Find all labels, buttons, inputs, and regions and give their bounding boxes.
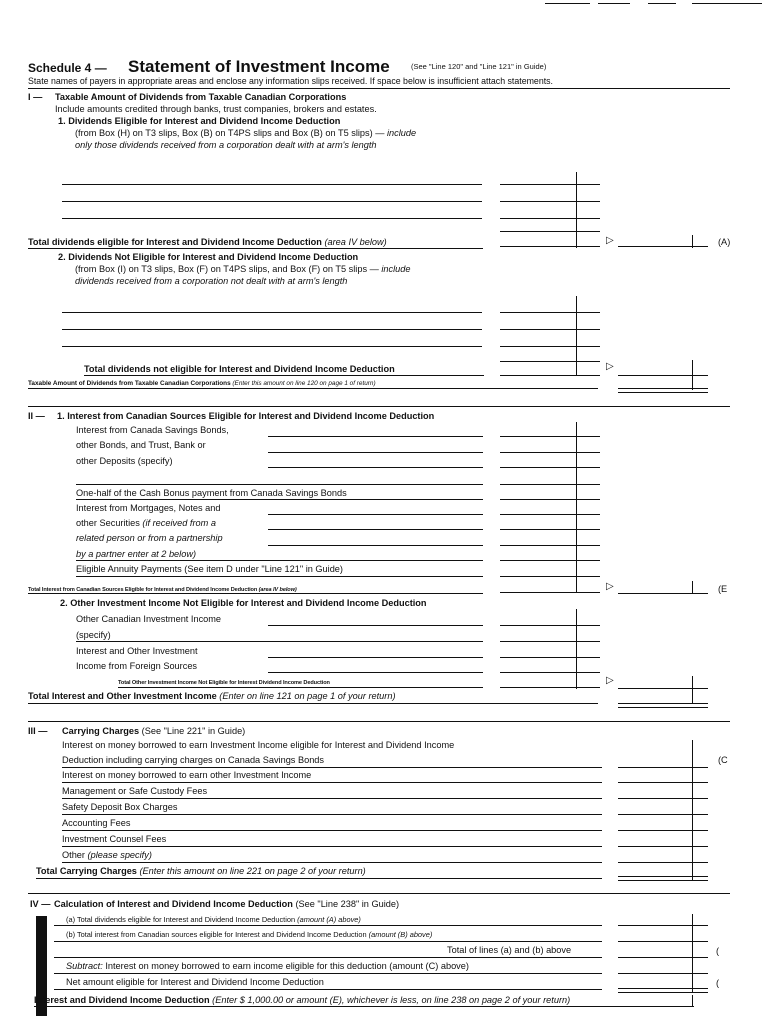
counsel-fees-label: Investment Counsel Fees bbox=[62, 834, 167, 844]
row-rule bbox=[62, 830, 602, 831]
amount-line[interactable] bbox=[500, 184, 600, 196]
cents-divider bbox=[692, 740, 693, 880]
total-interest-amount[interactable] bbox=[500, 592, 600, 604]
part1-item1-heading: 1. Dividends Eligible for Interest and Dividend Income Deduction bbox=[58, 116, 341, 126]
mortgage-label-2: other Securities (if received from a bbox=[76, 518, 216, 528]
mortgage-underline bbox=[76, 560, 483, 561]
cents-divider bbox=[692, 995, 693, 1007]
mortgage-label-1: Interest from Mortgages, Notes and bbox=[76, 503, 221, 513]
amount-line[interactable] bbox=[500, 329, 600, 341]
total-interest-other-total[interactable] bbox=[618, 703, 708, 708]
other-interest-label: Interest on money borrowed to earn other Investment Income bbox=[62, 770, 312, 780]
part4-heading-row: Calculation of Interest and Dividend Income Deduction (See "Line 238" in Guide) bbox=[54, 899, 400, 909]
cents-divider bbox=[692, 581, 693, 594]
schedule-label: Schedule 4 — bbox=[28, 61, 107, 75]
carrying-amount-field[interactable] bbox=[618, 814, 708, 826]
part2-item2-heading: 2. Other Investment Income Not Eligible for Interest and Dividend Income Deduction bbox=[60, 598, 427, 608]
top-edge-mark bbox=[648, 3, 676, 4]
amount-line[interactable] bbox=[500, 346, 600, 358]
section-rule bbox=[28, 721, 730, 722]
cash-bonus-label: One-half of the Cash Bonus payment from Canada Savings Bonds bbox=[76, 488, 347, 498]
specify-line[interactable] bbox=[268, 545, 483, 557]
part3-heading-row: Carrying Charges (See "Line 221" in Guide) bbox=[62, 726, 246, 736]
amount-line[interactable] bbox=[500, 514, 600, 526]
part4-numeral: IV — bbox=[30, 899, 51, 909]
part3-numeral: III — bbox=[28, 726, 48, 736]
amount-line[interactable] bbox=[500, 641, 600, 653]
total-not-eligible-underline bbox=[84, 375, 484, 376]
specify-line[interactable] bbox=[268, 467, 483, 479]
line-a-amount[interactable] bbox=[618, 925, 708, 937]
specify-line[interactable] bbox=[268, 625, 483, 637]
arrow-icon: ▷ bbox=[606, 235, 614, 246]
management-fees-label: Management or Safe Custody Fees bbox=[62, 786, 208, 796]
row-rule bbox=[62, 862, 602, 863]
total-not-eligible-amount[interactable] bbox=[500, 375, 600, 387]
amount-line[interactable] bbox=[500, 625, 600, 637]
part1-item1-source: (from Box (H) on T3 slips, Box (B) on T4PS slips and Box (B) on T5 slips) — include bbox=[75, 128, 417, 138]
arrow-icon: ▷ bbox=[606, 581, 614, 592]
carrying-amount-field[interactable] bbox=[618, 782, 708, 794]
amount-line[interactable] bbox=[500, 467, 600, 479]
payer-name-line[interactable] bbox=[62, 218, 482, 230]
other-cdn-label-1: Other Canadian Investment Income bbox=[76, 614, 222, 624]
top-edge-mark bbox=[598, 3, 630, 4]
part1-item2-heading: 2. Dividends Not Eligible for Interest and Dividend Income Deduction bbox=[58, 252, 359, 262]
specify-line[interactable] bbox=[268, 436, 483, 448]
row-rule bbox=[54, 925, 602, 926]
line-b-label: (b) Total interest from Canadian sources eligible for Interest and Dividend Income Deduction (amount (B) above) bbox=[66, 930, 433, 939]
total-eligible-amount[interactable] bbox=[500, 246, 600, 258]
header-guide-ref: (See "Line 120" and "Line 121" in Guide) bbox=[411, 62, 547, 71]
carrying-amount-field[interactable] bbox=[618, 798, 708, 810]
carrying-eligible-label-1: Interest on money borrowed to earn Investment Income eligible for Interest and Dividend Income bbox=[62, 740, 455, 750]
paren-d: ( bbox=[716, 946, 720, 956]
total-other-amount[interactable] bbox=[500, 687, 600, 699]
total-eligible-dividends-label: Total dividends eligible for Interest and Dividend Income Deduction (area IV below) bbox=[28, 237, 387, 247]
amount-line[interactable] bbox=[500, 452, 600, 464]
cash-bonus-amount[interactable] bbox=[500, 499, 600, 511]
payer-name-line[interactable] bbox=[62, 184, 482, 196]
arrow-icon: ▷ bbox=[606, 361, 614, 372]
label-b: (E bbox=[718, 584, 728, 594]
row-rule bbox=[62, 814, 602, 815]
part2-numeral: II — bbox=[28, 411, 45, 421]
label-a: (A) bbox=[718, 237, 731, 247]
amount-line[interactable] bbox=[500, 484, 600, 496]
carrying-eligible-label-2: Deduction including carrying charges on Canada Savings Bonds bbox=[62, 755, 325, 765]
foreign-label-2: Income from Foreign Sources bbox=[76, 661, 198, 671]
payer-name-line[interactable] bbox=[62, 329, 482, 341]
row-rule bbox=[54, 973, 602, 974]
accounting-fees-label: Accounting Fees bbox=[62, 818, 131, 828]
total-other-field[interactable] bbox=[618, 688, 708, 700]
part1-heading: Taxable Amount of Dividends from Taxable Canadian Corporations bbox=[55, 92, 347, 102]
payer-name-line[interactable] bbox=[62, 312, 482, 324]
part1-subnote: Include amounts credited through banks, trust companies, brokers and estates. bbox=[55, 104, 377, 114]
annuity-underline bbox=[76, 576, 483, 577]
row-rule bbox=[62, 846, 602, 847]
arrow-icon: ▷ bbox=[606, 675, 614, 686]
amount-line[interactable] bbox=[500, 529, 600, 541]
total-interest-eligible-label: Total Interest from Canadian Sources Eligible for Interest and Dividend Income Deduction (area IV below) bbox=[28, 587, 297, 593]
part1-numeral: I — bbox=[28, 92, 43, 102]
total-interest-other-label: Total Interest and Other Investment Income (Enter on line 121 on page 1 of your return) bbox=[28, 691, 396, 701]
total-eligible-underline bbox=[28, 248, 483, 249]
cents-divider bbox=[692, 676, 693, 704]
safety-box-label: Safety Deposit Box Charges bbox=[62, 802, 178, 812]
amount-line[interactable] bbox=[500, 560, 600, 572]
amount-line[interactable] bbox=[500, 436, 600, 448]
net-amount-field[interactable] bbox=[618, 988, 708, 993]
amount-line[interactable] bbox=[500, 231, 600, 243]
cents-divider bbox=[692, 360, 693, 390]
amount-b-field[interactable] bbox=[618, 593, 708, 605]
amount-line[interactable] bbox=[500, 312, 600, 324]
part1-item1-note: only those dividends received from a corporation dealt with at arm's length bbox=[75, 140, 377, 150]
csb-label-1: Interest from Canada Savings Bonds, bbox=[76, 425, 229, 435]
csb-label-3: other Deposits (specify) bbox=[76, 456, 173, 466]
specify-line[interactable] bbox=[268, 514, 483, 526]
other-cdn-underline bbox=[76, 641, 268, 642]
total-carrying-field[interactable] bbox=[618, 876, 708, 881]
final-deduction-label: Interest and Dividend Income Deduction (Enter $ 1,000.00 or amount (E), whichever is less, on line 238 on page 2 of your return) bbox=[34, 995, 571, 1005]
taxable-amount-underline bbox=[28, 388, 598, 389]
row-rule bbox=[54, 941, 602, 942]
subtract-amount[interactable] bbox=[618, 973, 708, 985]
row-rule bbox=[62, 798, 602, 799]
line-b-amount[interactable] bbox=[618, 941, 708, 953]
cash-bonus-underline bbox=[76, 499, 483, 500]
line-a-label: (a) Total dividends eligible for Interest and Dividend Income Deduction (amount (A) above) bbox=[66, 915, 361, 924]
row-rule bbox=[54, 989, 602, 990]
page-title: Statement of Investment Income bbox=[128, 57, 390, 76]
total-not-eligible-label: Total dividends not eligible for Interest and Dividend Income Deduction bbox=[84, 364, 395, 374]
row-rule bbox=[62, 782, 602, 783]
total-interest-underline bbox=[28, 593, 483, 594]
header-rule bbox=[28, 88, 730, 89]
carrying-amount-field[interactable] bbox=[618, 830, 708, 842]
part1-item2-note: dividends received from a corporation not dealt with at arm's length bbox=[75, 276, 348, 286]
annuity-label: Eligible Annuity Payments (See item D under "Line 121" in Guide) bbox=[76, 564, 343, 574]
specify-line[interactable] bbox=[268, 529, 483, 541]
specify-line[interactable] bbox=[268, 657, 483, 669]
annuity-amount[interactable] bbox=[500, 576, 600, 588]
amount-a-field[interactable] bbox=[618, 246, 708, 258]
cents-divider bbox=[692, 235, 693, 248]
subtract-label: Subtract: Interest on money borrowed to earn income eligible for this deduction (amount (C) above) bbox=[66, 961, 469, 971]
amount-line[interactable] bbox=[500, 361, 600, 373]
specify-line[interactable] bbox=[268, 452, 483, 464]
total-carrying-label: Total Carrying Charges (Enter this amount on line 221 on page 2 of your return) bbox=[36, 866, 366, 876]
net-amount-label: Net amount eligible for Interest and Dividend Income Deduction bbox=[66, 977, 324, 987]
other-cdn-label-2: (specify) bbox=[76, 630, 111, 640]
top-edge-mark bbox=[692, 3, 762, 4]
specify-line[interactable] bbox=[268, 641, 483, 653]
other-charges-label: Other (please specify) bbox=[62, 850, 152, 860]
section-rule bbox=[28, 406, 730, 407]
total-interest-other-underline bbox=[28, 703, 598, 704]
mortgage-label-4: by a partner enter at 2 below) bbox=[76, 549, 197, 559]
total-ab-amount[interactable] bbox=[618, 957, 708, 969]
carrying-amount-field[interactable] bbox=[618, 846, 708, 858]
amount-line[interactable] bbox=[500, 657, 600, 669]
not-eligible-total-field[interactable] bbox=[618, 375, 708, 387]
foreign-label-1: Interest and Other Investment bbox=[76, 646, 198, 656]
final-underline bbox=[34, 1006, 694, 1007]
part1-item2-source: (from Box (I) on T3 slips, Box (F) on T4PS slips, and Box (F) on T5 slips — include bbox=[75, 264, 411, 274]
amount-line[interactable] bbox=[500, 218, 600, 230]
payer-name-line[interactable] bbox=[62, 201, 482, 213]
top-edge-mark bbox=[545, 3, 590, 4]
amount-line[interactable] bbox=[500, 201, 600, 213]
total-ab-label: Total of lines (a) and (b) above bbox=[447, 945, 572, 955]
row-rule bbox=[62, 767, 602, 768]
amount-line[interactable] bbox=[500, 672, 600, 684]
label-c: (C bbox=[718, 755, 728, 765]
csb-label-2: other Bonds, and Trust, Bank or bbox=[76, 440, 206, 450]
amount-line[interactable] bbox=[500, 545, 600, 557]
section-rule bbox=[28, 893, 730, 894]
taxable-amount-label: Taxable Amount of Dividends from Taxable Canadian Corporations (Enter this amount on line 120 on page 1 of return) bbox=[28, 380, 376, 387]
amount-c-field[interactable] bbox=[618, 767, 708, 779]
payer-name-line[interactable] bbox=[62, 346, 482, 358]
carrying-amount-field[interactable] bbox=[618, 862, 708, 874]
paren-e: ( bbox=[716, 978, 720, 988]
taxable-amount-total[interactable] bbox=[618, 388, 708, 393]
row-rule bbox=[54, 957, 602, 958]
row-rule bbox=[36, 878, 602, 879]
total-other-label: Total Other Investment Income Not Eligible for Interest Dividend Income Deduction bbox=[118, 680, 330, 686]
total-other-underline bbox=[118, 687, 483, 688]
header-instruction: State names of payers in appropriate areas and enclose any information slips received. If space below is insufficient attach statements. bbox=[28, 76, 554, 86]
mortgage-label-3: related person or from a partnership bbox=[76, 533, 223, 543]
part2-item1-heading: 1. Interest from Canadian Sources Eligible for Interest and Dividend Income Deduction bbox=[57, 411, 435, 421]
